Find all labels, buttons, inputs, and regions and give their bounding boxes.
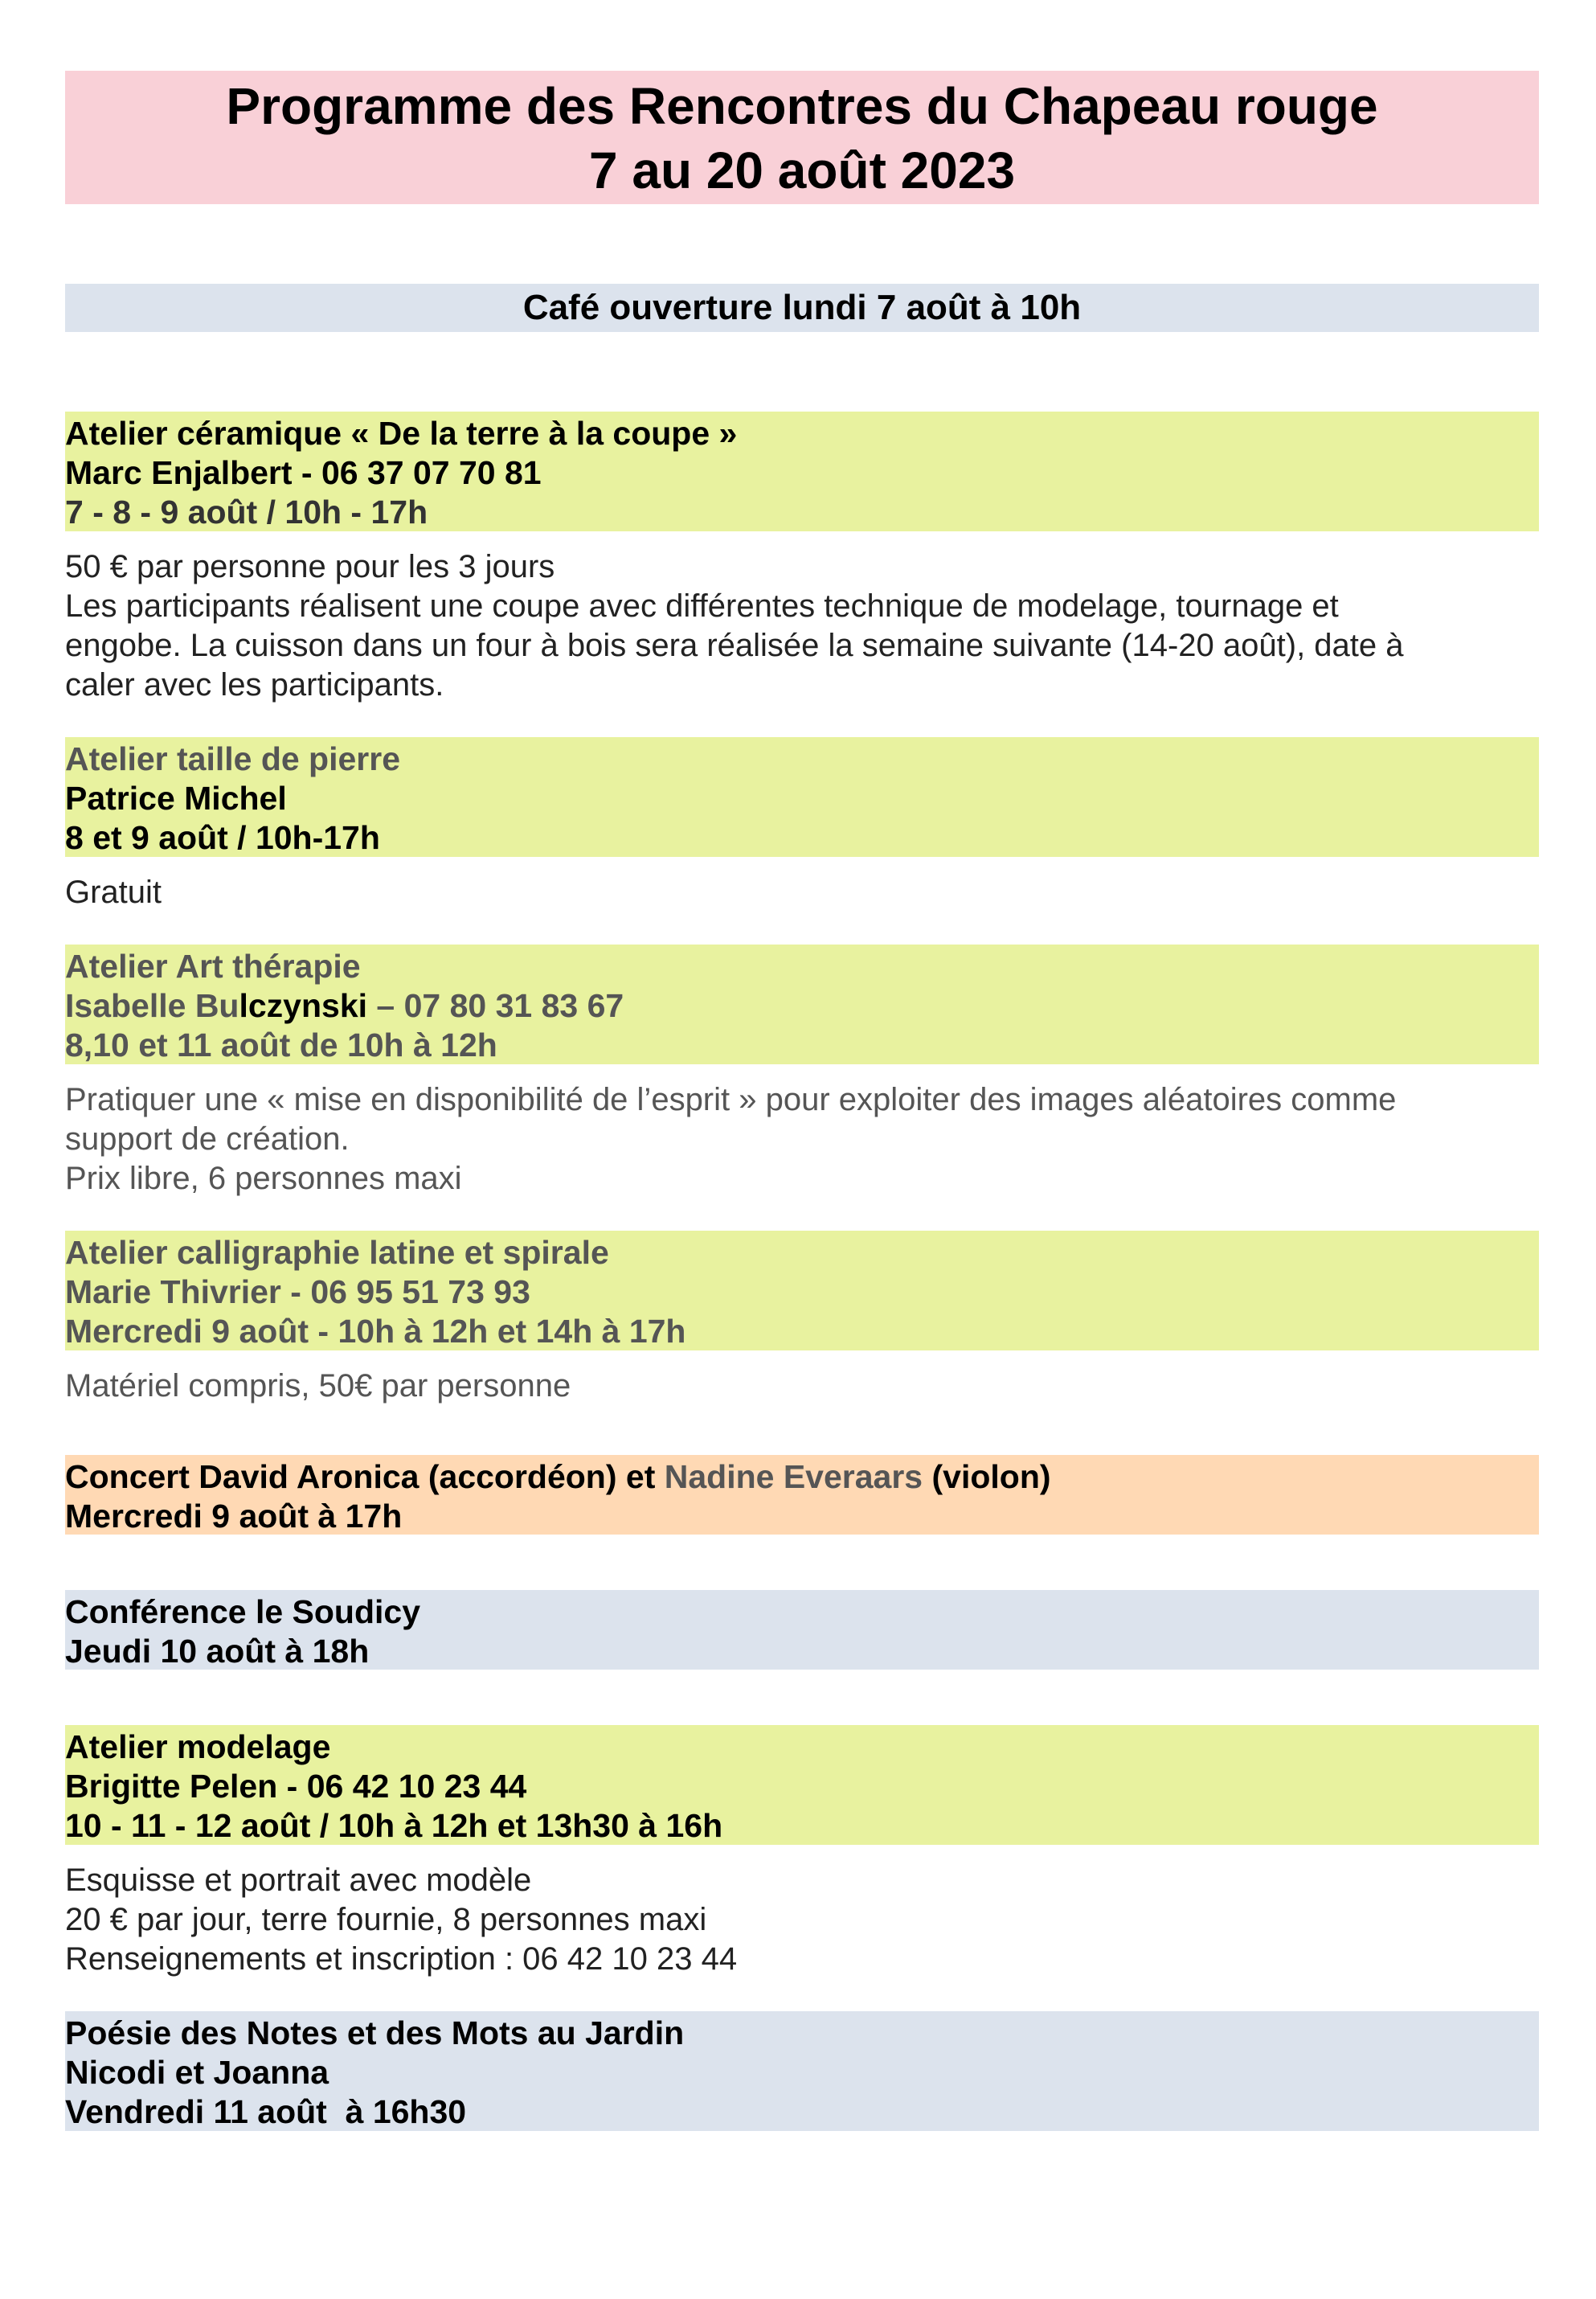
page-subtitle-dates: 7 au 20 août 2023: [588, 141, 1016, 199]
description-line: caler avec les participants.: [65, 667, 444, 703]
description-line: support de création.: [65, 1121, 350, 1157]
concert-title-part: (violon): [923, 1458, 1051, 1495]
event-host: Marie Thivrier - 06 95 51 73 93: [65, 1273, 530, 1310]
event-host: Marc Enjalbert - 06 37 07 70 81: [65, 454, 542, 491]
event-title: Conférence le Soudicy: [65, 1593, 421, 1630]
event-schedule: 7 - 8 - 9 août / 10h - 17h: [65, 494, 428, 531]
event-ceramique-header: [65, 412, 1539, 531]
event-taille-pierre-description: [65, 873, 1539, 912]
description-line: engobe. La cuisson dans un four à bois sera réalisée la semaine suivante (14-20 août), date à: [65, 628, 1404, 663]
description-line: Matériel compris, 50€ par personne: [65, 1368, 571, 1404]
host-name-part: Isabelle Bu: [65, 987, 239, 1024]
event-schedule: 8 et 9 août / 10h-17h: [65, 819, 380, 856]
event-concert-header: [65, 1455, 1539, 1535]
event-schedule: 8,10 et 11 août de 10h à 12h: [65, 1027, 497, 1063]
event-host: [65, 986, 1539, 1026]
event-schedule: 10 - 11 - 12 août / 10h à 12h et 13h30 à 16h: [65, 1807, 723, 1844]
program-page: [65, 71, 1539, 2131]
event-conference-header: [65, 1590, 1539, 1670]
page-title: Programme des Rencontres du Chapeau rouge: [226, 77, 1378, 135]
description-line: 20 € par jour, terre fournie, 8 personnes maxi: [65, 1902, 707, 1937]
description-line: Les participants réalisent une coupe avec différentes technique de modelage, tournage et: [65, 588, 1339, 624]
event-schedule: Vendredi 11 août à 16h30: [65, 2093, 467, 2130]
event-modelage-header: [65, 1725, 1539, 1845]
description-line: Prix libre, 6 personnes maxi: [65, 1161, 462, 1196]
event-title: Atelier modelage: [65, 1728, 331, 1765]
event-ceramique-description: [65, 547, 1539, 705]
event-art-therapie-header: [65, 945, 1539, 1064]
event-host: Nicodi et Joanna: [65, 2054, 329, 2091]
description-line: 50 € par personne pour les 3 jours: [65, 549, 555, 584]
description-line: Gratuit: [65, 875, 162, 910]
description-line: Pratiquer une « mise en disponibilité de l’esprit » pour exploiter des images aléatoires comme: [65, 1082, 1397, 1117]
event-art-therapie-description: [65, 1080, 1539, 1199]
cafe-opening-banner: Café ouverture lundi 7 août à 10h: [65, 284, 1539, 332]
event-host: Brigitte Pelen - 06 42 10 23 44: [65, 1768, 527, 1805]
event-title: [65, 1457, 1539, 1497]
event-host: Patrice Michel: [65, 780, 287, 817]
event-calligraphie-header: [65, 1231, 1539, 1350]
event-poesie-header: [65, 2011, 1539, 2131]
event-taille-pierre-header: [65, 737, 1539, 857]
description-line: Esquisse et portrait avec modèle: [65, 1863, 532, 1898]
event-schedule: Jeudi 10 août à 18h: [65, 1633, 370, 1670]
event-calligraphie-description: [65, 1367, 1539, 1406]
host-phone: – 07 80 31 83 67: [367, 987, 624, 1024]
host-name-part: lczynski: [239, 987, 368, 1024]
event-modelage-description: [65, 1861, 1539, 1979]
event-title: Atelier Art thérapie: [65, 948, 361, 985]
concert-violinist: Nadine Everaars: [664, 1458, 923, 1495]
event-title: Atelier taille de pierre: [65, 740, 401, 777]
event-title: Poésie des Notes et des Mots au Jardin: [65, 2014, 685, 2051]
description-line: Renseignements et inscription : 06 42 10 23 44: [65, 1941, 738, 1977]
title-banner: [65, 71, 1539, 204]
event-title: Atelier calligraphie latine et spirale: [65, 1234, 609, 1271]
concert-title-part: Concert David Aronica (accordéon) et: [65, 1458, 665, 1495]
event-title: Atelier céramique « De la terre à la coupe »: [65, 415, 738, 452]
event-schedule: Mercredi 9 août à 17h: [65, 1498, 403, 1535]
event-schedule: Mercredi 9 août - 10h à 12h et 14h à 17h: [65, 1313, 686, 1350]
